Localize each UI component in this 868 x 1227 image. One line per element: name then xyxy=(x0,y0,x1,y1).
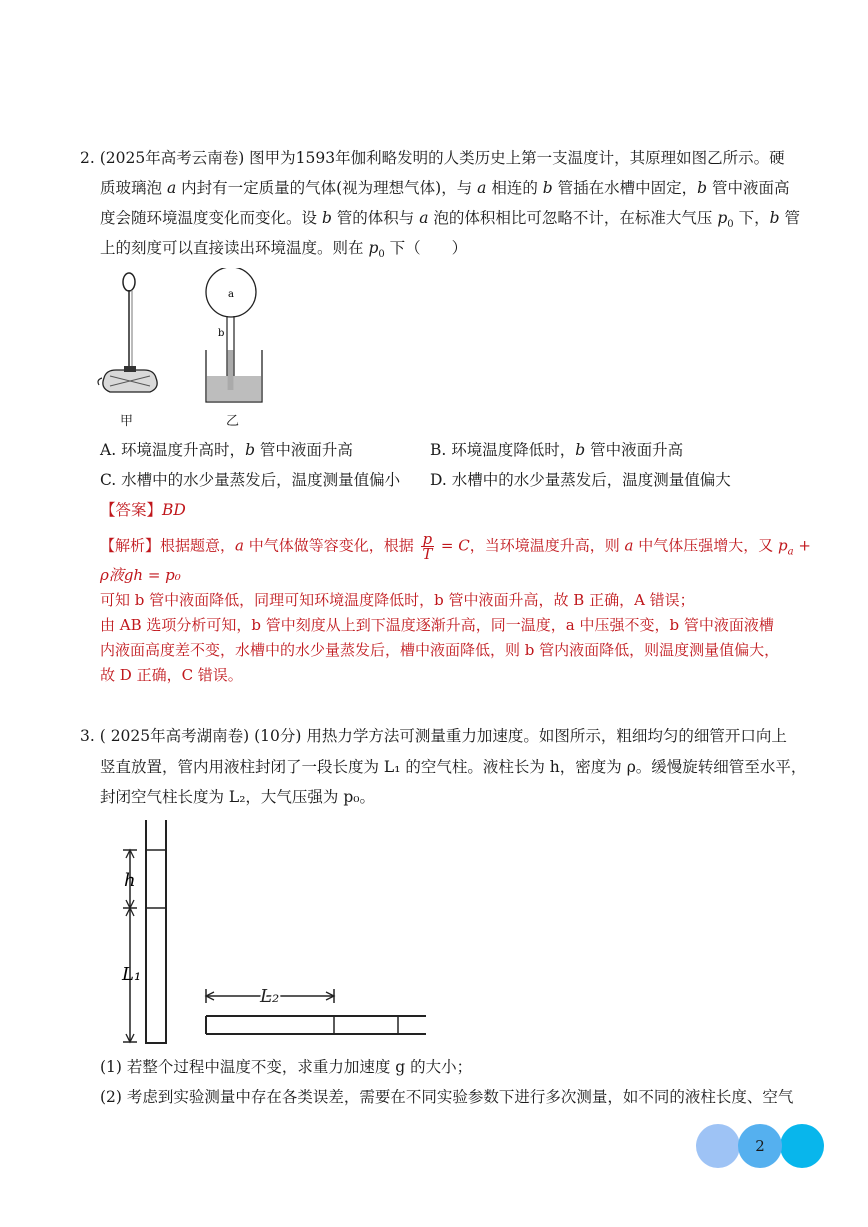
option-b[interactable]: B. 环境温度降低时，b 管中液面升高 xyxy=(430,441,684,459)
option-d[interactable]: D. 水槽中的水少量蒸发后，温度测量值偏大 xyxy=(430,471,731,489)
figure-label-jia: 甲 xyxy=(120,414,134,429)
q3-line-3: 封闭空气柱长度为 L₂，大气压强为 p₀。 xyxy=(100,788,375,806)
q2-line-1: 2. (2025年高考云南卷) 图甲为1593年伽利略发明的人类历史上第一支温度计，其原理如图乙所示。硬 xyxy=(80,149,785,167)
analysis-line-6: 故 D 正确，C 错误。 xyxy=(100,666,243,684)
q2-line-4: 上的刻度可以直接读出环境温度。则在 $p_0$ 下（ ） xyxy=(100,239,468,261)
answer: 【答案】BD xyxy=(100,501,186,519)
label-h: h xyxy=(124,870,136,891)
analysis-line-2: ρ液gh = p₀ xyxy=(100,566,181,584)
label-L2: L₂ xyxy=(260,986,280,1007)
page-number: 2 xyxy=(755,1137,765,1155)
galileo-thermometer-figure xyxy=(96,270,166,410)
analysis-line-3: 可知 b 管中液面降低，同理可知环境温度降低时，b 管中液面升高，故 B 正确，A 错误； xyxy=(100,591,695,609)
bulb-label-a: a xyxy=(228,289,234,300)
analysis-line-1: 【解析】根据题意，a 中气体做等容变化，根据 $\frac{p}{T}$ = C，当环境温度升高，则 a 中气体压强增大，又 $p_a$ + xyxy=(100,530,811,563)
q3-subquestion-2: (2) 考虑到实验测量中存在各类误差，需要在不同实验参数下进行多次测量，如不同的液柱长度、空气 xyxy=(100,1088,794,1106)
tube-label-b: b xyxy=(218,328,225,339)
figure-label-yi: 乙 xyxy=(226,414,240,429)
analysis-line-4: 由 AB 选项分析可知，b 管中刻度从上到下温度逐渐升高，同一温度，a 中压强不变，b 管中液面液槽 xyxy=(100,616,774,634)
option-a[interactable]: A. 环境温度升高时，b 管中液面升高 xyxy=(100,441,353,459)
thermometer-principle-figure xyxy=(196,268,276,408)
q2-line-3: 度会随环境温度变化而变化。设 b 管的体积与 a 泡的体积相比可忽略不计，在标准大气压 $p_0$ 下，b 管 xyxy=(100,209,800,231)
q2-line-2: 质玻璃泡 a 内封有一定质量的气体(视为理想气体)，与 a 相连的 b 管插在水槽中固定，b 管中液面高 xyxy=(100,179,790,197)
badge-circle-3 xyxy=(780,1124,824,1168)
q3-line-1: 3. ( 2025年高考湖南卷) (10分) 用热力学方法可测量重力加速度。如图所示，粗细均匀的细管开口向上 xyxy=(80,727,787,745)
page-number-badge xyxy=(696,1124,826,1168)
label-L1: L₁ xyxy=(122,964,142,985)
tube-diagram-figure xyxy=(110,816,440,1046)
q3-line-2: 竖直放置，管内用液柱封闭了一段长度为 L₁ 的空气柱。液柱长为 h，密度为 ρ。缓慢旋转细管至水平， xyxy=(100,758,807,776)
q3-subquestion-1: (1) 若整个过程中温度不变，求重力加速度 g 的大小； xyxy=(100,1058,473,1076)
badge-circle-1 xyxy=(696,1124,740,1168)
option-c[interactable]: C. 水槽中的水少量蒸发后，温度测量值偏小 xyxy=(100,471,401,489)
analysis-line-5: 内液面高度差不变，水槽中的水少量蒸发后，槽中液面降低，则 b 管内液面降低，则温度测量值偏大， xyxy=(100,641,780,659)
